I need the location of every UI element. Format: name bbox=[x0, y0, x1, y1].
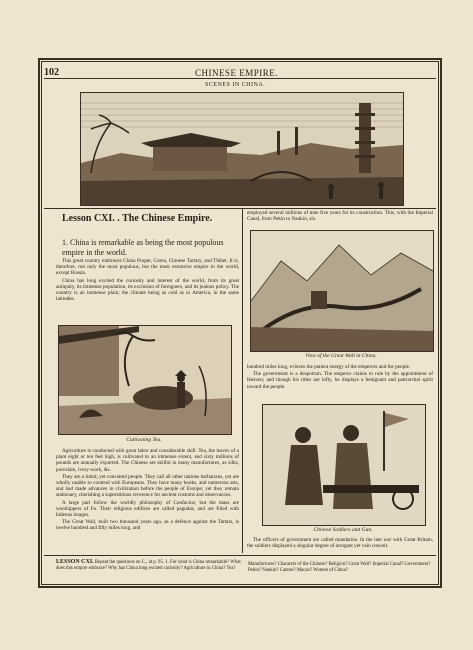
header-rule bbox=[44, 78, 436, 79]
paragraph: The Great Wall, built two thousand years ago, as a defence against the Tartars, is twelve hundred and fifty miles long, and bbox=[56, 519, 239, 532]
chinese-soldiers-engraving bbox=[262, 404, 426, 526]
great-wall-caption: View of the Great Wall in China. bbox=[305, 353, 377, 359]
review-questions-right: Manufactures? Character of the Chinese? Religion? Great Wall? Imperial Canal? Government? Pekin? Nankin? Canton? Macao? Women of China? bbox=[248, 562, 431, 573]
column-divider bbox=[242, 208, 243, 553]
question-one-lead: 1. China is remarkable as being the most populous empire in the world. bbox=[62, 238, 224, 257]
lesson-title: Lesson CXI. . The Chinese Empire. bbox=[62, 213, 213, 224]
paragraph: hundred miles long, evinces the patient energy of the emperors and the people. bbox=[247, 364, 411, 370]
right-column-bottom bbox=[247, 537, 433, 550]
review-label: LESSON CXI. bbox=[56, 559, 94, 565]
review-text: Repeat the questions on C., at p. 95. 1. For what is China remarkable? What does this empire embrace? Why has China long excited curiosity? Agriculture in China? Tea? bbox=[56, 560, 241, 571]
review-questions-left bbox=[56, 560, 242, 571]
running-head: CHINESE EMPIRE. bbox=[195, 68, 279, 78]
left-column-intro bbox=[56, 258, 239, 303]
paragraph: Agriculture is conducted with great labor and considerable skill. Tea, the leaves of a plant eight or ten feet high, is cultivated to an immense extent, and sixty millions of pounds are annually exported. The Chinese are skilful in many manufactures, as silks, porcelain, ivory-work, &c. bbox=[56, 448, 239, 473]
paragraph: China has long excited the curiosity and interest of the world, from its great antiquity, its immense population, its exclusion of foreigners, and its jealous policy. The country is an immense plain; the climate being as cold as in America, in the same latitudes. bbox=[56, 277, 239, 303]
paragraph: A large part follow the worldly philosophy of Confucius; but the mass are worshippers of Fo. Their religious edifices are called pagodas, and are filled with hideous images. bbox=[56, 499, 239, 519]
paragraph: The officers of government are called mandarins. In the late war with Great Britain, the soldiers displayed a singular degree of arrogant yet vain conceit. bbox=[247, 537, 433, 550]
page-number: 102 bbox=[44, 67, 59, 78]
paragraph: This great country embraces China Proper, Corea, Chinese Tartary, and Thibet. It is, therefore, not only the most populous, but the most extensive empire in the world, except Russia. bbox=[56, 258, 239, 277]
paragraph: The government is a despotism. The emperor claims to rule by the appointment of Heaven; and though his titles are lofty, he displays a benignant and patriarchal spirit toward the people. bbox=[247, 371, 433, 390]
tea-caption: Cultivating Tea. bbox=[126, 437, 162, 443]
great-wall-engraving bbox=[250, 230, 434, 352]
top-figure-title: SCENES IN CHINA. bbox=[205, 82, 266, 88]
right-column-top bbox=[247, 210, 433, 223]
review-rule bbox=[44, 555, 436, 556]
left-column-body bbox=[56, 448, 239, 533]
soldiers-caption: Chinese Soldiers and Gun. bbox=[313, 527, 373, 533]
right-column-middle bbox=[247, 364, 433, 391]
paragraph: They are a timid, yet conceited people. They call all other nations barbarians, yet are wholly unable to contend with Europeans. They have many books, and numerous arts, and had made advances in civilization before the people of Europe; yet they remain stationary, cherishing a superstitious reverence for ancient customs and observances. bbox=[56, 473, 239, 499]
paragraph: employed several millions of men five years for its construction. This, with the Imperial Canal, from Pekin to Nankin, six bbox=[247, 210, 433, 223]
figure-rule bbox=[44, 208, 436, 209]
cultivating-tea-engraving bbox=[58, 325, 232, 435]
scenes-in-china-engraving bbox=[80, 92, 404, 206]
